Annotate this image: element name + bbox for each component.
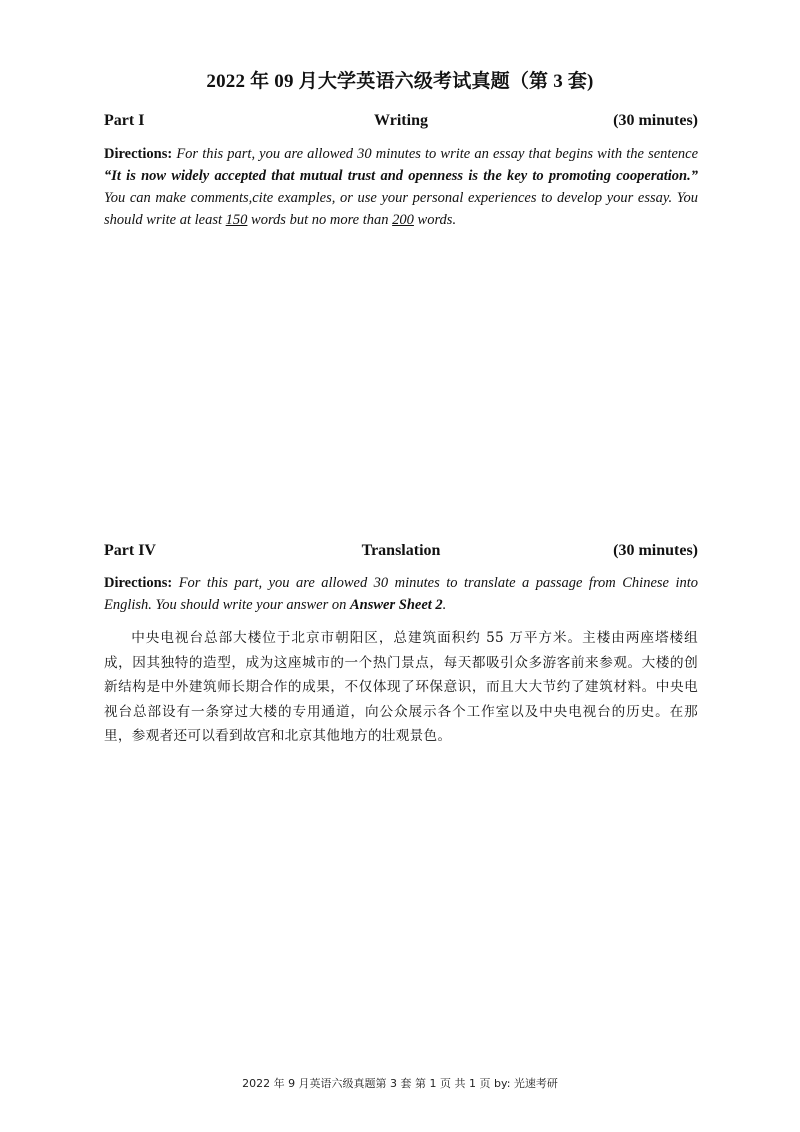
part1-header: [104, 112, 698, 136]
page-footer: 2022 年 9 月英语六级真题第 3 套 第 1 页 共 1 页 by: 光速考研: [242, 1077, 558, 1090]
part1-directions: [104, 143, 698, 231]
part1-min-words: 150: [225, 212, 248, 228]
part1-label: Part I: [104, 112, 145, 129]
translation-passage: 中央电视台总部大楼位于北京市朝阳区，总建筑面积约 55 万平方米。主楼由两座塔楼组成，因其独特的造型，成为这座城市的一个热门景点，每天都吸引众多游客前来参观。大楼的创新结构是中外建筑师长期合作的成果，不仅体现了环保意识，而且大大节约了建筑材料。中央电视台总部设有一条穿过大楼的专用通道，向公众展示各个工作室以及中央电视台的历史。在那里，参观者还可以看到故宫和北京其他地方的壮观景色。: [104, 630, 698, 744]
part1-directions-text-4: words.: [417, 212, 457, 228]
part1-name: Writing: [374, 112, 428, 129]
part1-directions-label: Directions:: [104, 146, 173, 162]
part1-max-words: 200: [392, 212, 414, 228]
part4-header: [104, 542, 698, 566]
part4-directions-text-2: .: [442, 597, 447, 613]
part4-time: (30 minutes): [613, 542, 698, 559]
part4-directions: [104, 572, 698, 616]
part4-name: Translation: [361, 542, 441, 559]
part1-directions-text-2: You can make comments,cite examples, or use your personal experiences to develop your essay. You should write at least: [104, 190, 698, 228]
part4-label: Part IV: [104, 542, 156, 559]
part1-time: (30 minutes): [613, 112, 698, 129]
part4-directions-text-1: For this part, you are allowed 30 minutes to translate a passage from Chinese into English. You should write your answer on: [104, 575, 699, 613]
page-title: 2022 年 09 月大学英语六级考试真题（第 3 套): [206, 71, 594, 92]
part4-directions-label: Directions:: [104, 575, 173, 591]
part1-essay-prompt: “It is now widely accepted that mutual trust and openness is the key to promoting cooperation.”: [104, 168, 698, 184]
part1-directions-text-3: words but no more than: [251, 212, 389, 228]
part1-directions-text-1: For this part, you are allowed 30 minutes to write an essay that begins with the sentence: [176, 146, 698, 162]
part4-answer-sheet: Answer Sheet 2: [350, 597, 443, 613]
